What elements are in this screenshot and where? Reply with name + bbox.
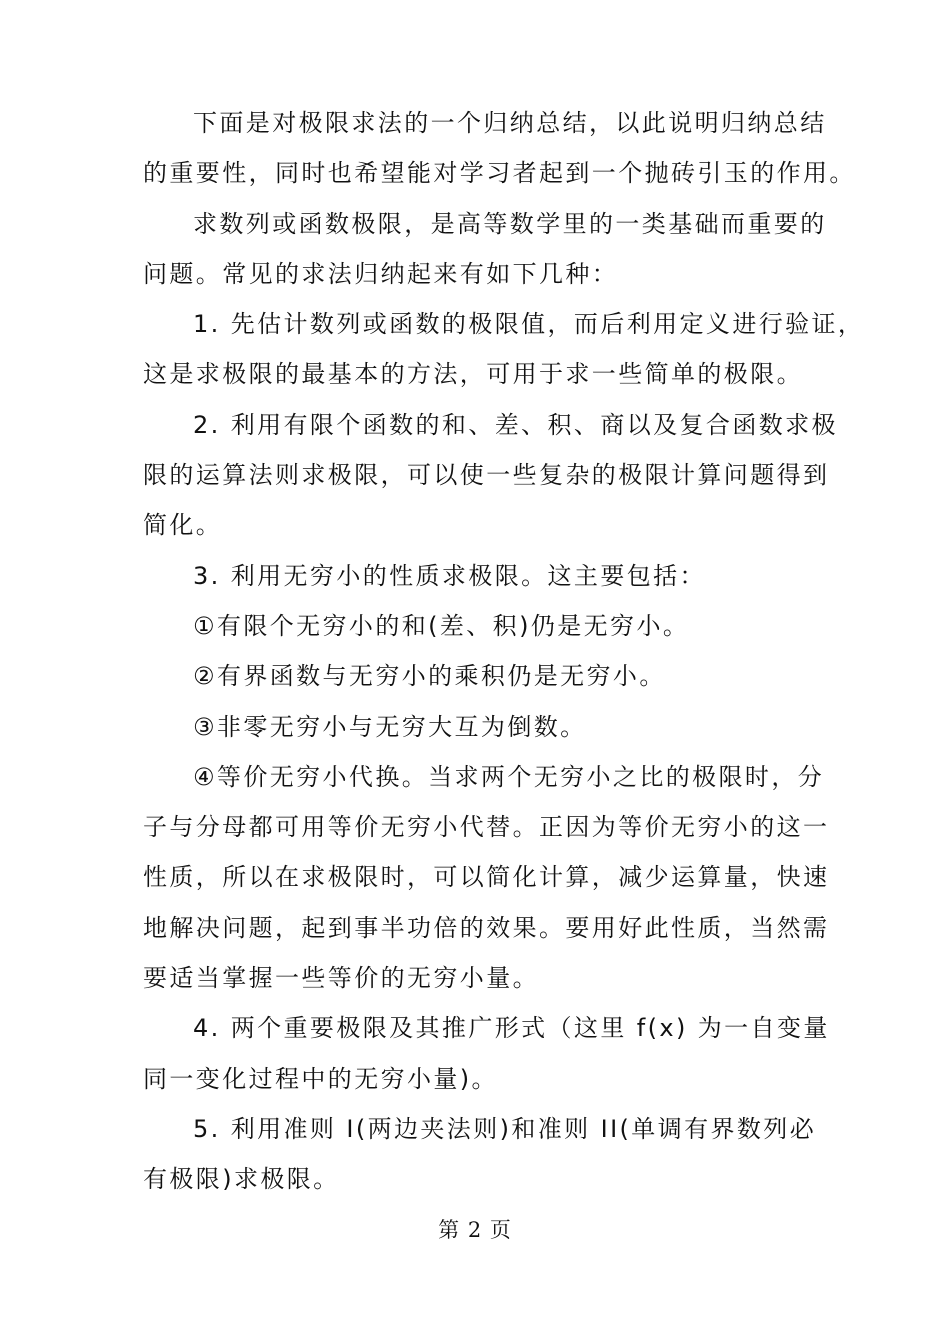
text-line: 有极限)求极限。 [143,1165,340,1194]
text-line: 问题。常见的求法归纳起来有如下几种： [143,259,619,288]
text-line: 3. 利用无穷小的性质求极限。这主要包括： [193,561,706,590]
text-line: 要适当掌握一些等价的无穷小量。 [143,964,539,993]
text-line: ①有限个无穷小的和(差、积)仍是无穷小。 [193,611,690,640]
text-line: 这是求极限的最基本的方法，可用于求一些简单的极限。 [143,360,803,389]
text-line: 同一变化过程中的无穷小量)。 [143,1064,498,1093]
page-number: 第 2 页 [438,1218,512,1242]
text-line: 下面是对极限求法的一个归纳总结，以此说明归纳总结 [193,109,827,137]
text-line: ④等价无穷小代换。当求两个无穷小之比的极限时，分 [193,762,825,791]
text-line: 子与分母都可用等价无穷小代替。正因为等价无穷小的这一 [143,813,830,842]
text-line: 5. 利用准则 I(两边夹法则)和准则 II(单调有界数列必 [193,1114,817,1143]
text-line: ③非零无穷小与无穷大互为倒数。 [193,712,587,741]
text-line: 简化。 [143,511,223,540]
text-line: 1. 先估计数列或函数的极限值，而后利用定义进行验证， [193,310,865,339]
text-line: 2. 利用有限个函数的和、差、积、商以及复合函数求极 [193,410,838,439]
text-line: 地解决问题，起到事半功倍的效果。要用好此性质，当然需 [143,913,830,942]
text-line: 求数列或函数极限，是高等数学里的一类基础而重要的 [193,209,827,238]
document-body [143,98,865,1205]
text-line: 限的运算法则求极限，可以使一些复杂的极限计算问题得到 [143,461,830,490]
text-line: 4. 两个重要极限及其推广形式（这里 f(x) 为一自变量 [193,1014,830,1043]
text-line: 性质，所以在求极限时，可以简化计算，减少运算量，快速 [143,863,830,892]
text-line: ②有界函数与无穷小的乘积仍是无穷小。 [193,662,666,691]
text-line: 的重要性，同时也希望能对学习者起到一个抛砖引玉的作用。 [143,159,856,188]
